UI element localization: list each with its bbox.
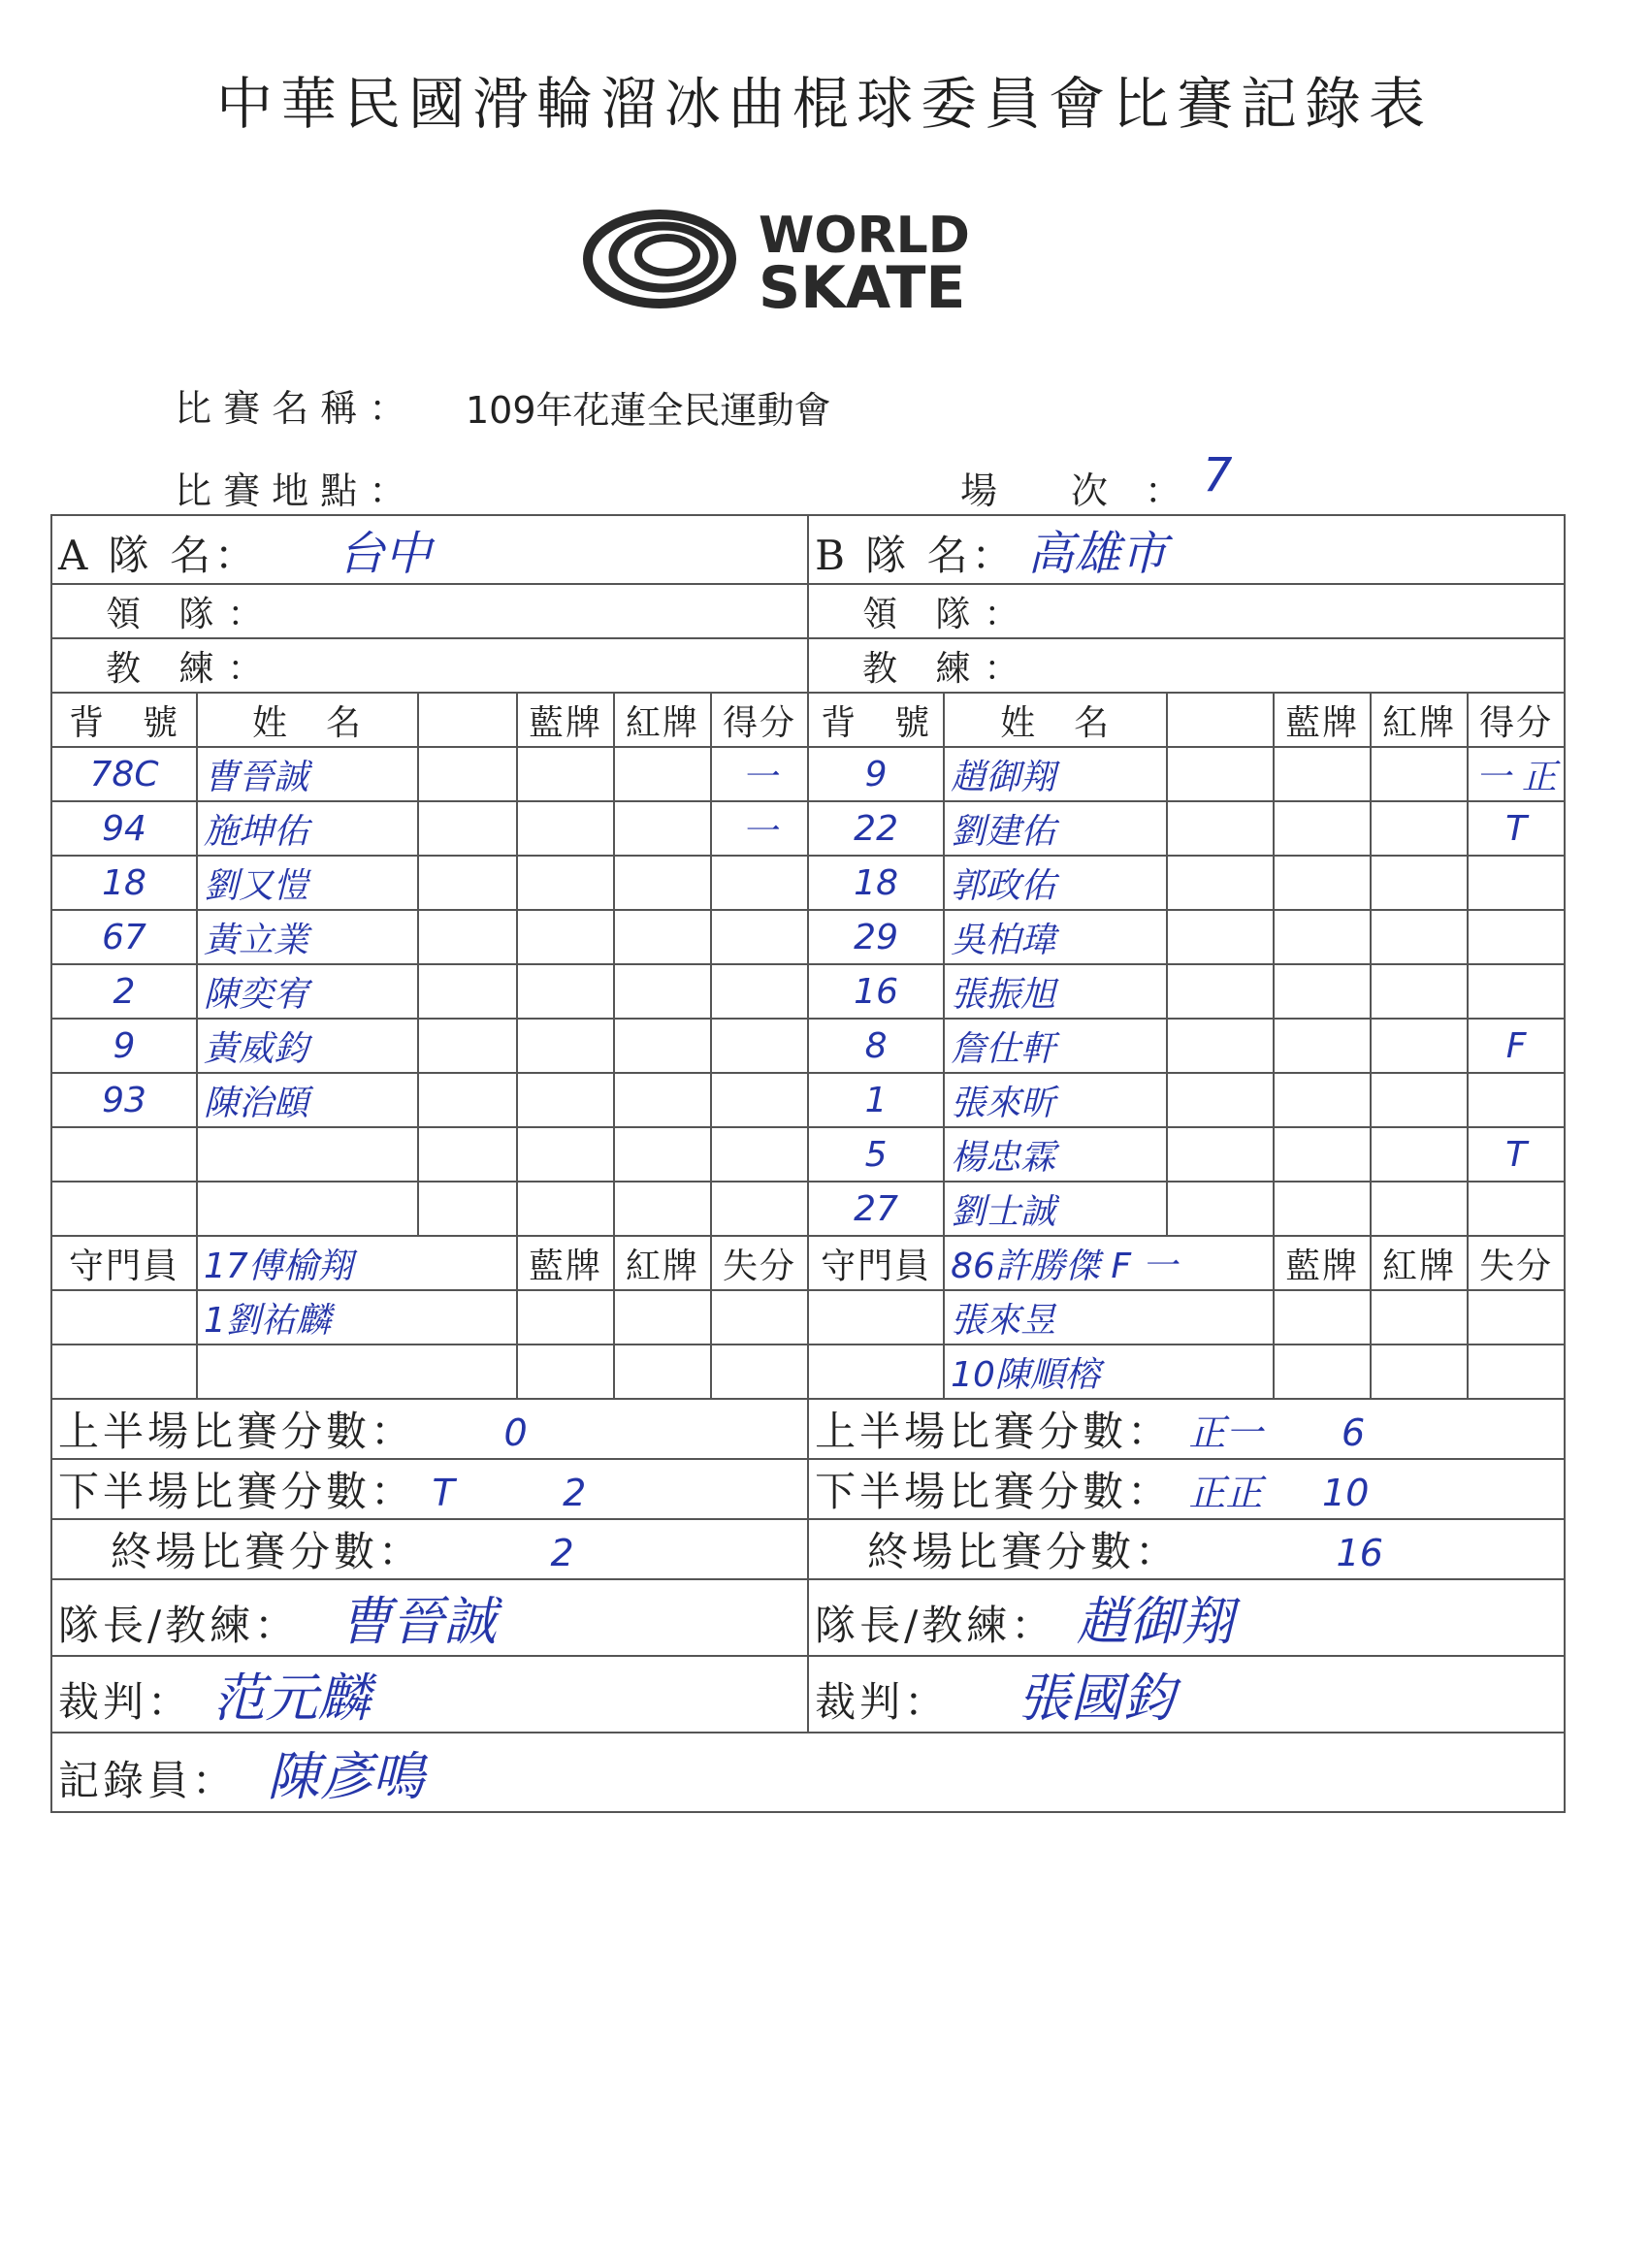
- player-a-number: 2: [51, 964, 197, 1019]
- player-a-score: 一: [711, 747, 808, 801]
- player-a-score: [711, 1182, 808, 1236]
- player-b-name: 劉士誠: [944, 1182, 1167, 1236]
- player-row: [51, 801, 1565, 856]
- team-a-first-half-cell: 上半場比賽分數： 0: [51, 1399, 808, 1459]
- player-b-score: [1468, 964, 1565, 1019]
- player-b-number: 8: [808, 1019, 944, 1073]
- a-referee-signature: 范元麟: [212, 1668, 371, 1729]
- a-first-score: 0: [503, 1411, 528, 1454]
- player-row: [51, 1073, 1565, 1127]
- player-a-score: [711, 910, 808, 964]
- player-b-score: 一 正: [1468, 747, 1565, 801]
- team-a-name-label: A 隊 名：: [58, 532, 260, 579]
- player-a-name: [197, 1127, 418, 1182]
- goalie-b-3: 10陳順榕: [944, 1345, 1274, 1399]
- round-value: 7: [1203, 448, 1233, 502]
- player-b-score: [1468, 1073, 1565, 1127]
- b-second-score: 10: [1322, 1472, 1370, 1514]
- player-b-score: [1468, 1182, 1565, 1236]
- player-header-row: 背 號 姓 名 藍牌 紅牌 得分 背 號 姓 名 藍牌 紅牌 得分: [51, 693, 1565, 747]
- player-b-score: F: [1468, 1019, 1565, 1073]
- logo-word-world: WORLD: [759, 207, 970, 265]
- goalie-a-2: 1劉祐麟: [197, 1290, 517, 1345]
- b-captain-signature: 趙御翔: [1076, 1591, 1234, 1652]
- goalie-b-1: 86許勝傑 F 一: [944, 1236, 1274, 1290]
- player-row: [51, 1127, 1565, 1182]
- team-a-second-half-cell: 下半場比賽分數： T 2: [51, 1459, 808, 1519]
- goalie-b-2: 張來昱: [944, 1290, 1274, 1345]
- player-a-number: [51, 1127, 197, 1182]
- player-a-score: [711, 1019, 808, 1073]
- a-final-score: 2: [550, 1532, 574, 1574]
- player-a-score: [711, 1127, 808, 1182]
- player-a-number: 94: [51, 801, 197, 856]
- b-final-score: 16: [1336, 1532, 1383, 1574]
- player-row: [51, 747, 1565, 801]
- player-row: [51, 1182, 1565, 1236]
- player-row: [51, 856, 1565, 910]
- recorder-signature: 陳彥鳴: [267, 1745, 425, 1807]
- player-a-score: [711, 964, 808, 1019]
- world-skate-logo: [582, 199, 1067, 315]
- player-b-score: [1468, 910, 1565, 964]
- player-a-name: 黃立業: [197, 910, 418, 964]
- match-name-value: 109年花蓮全民運動會: [466, 389, 831, 432]
- team-b-name-value: 高雄市: [1027, 527, 1168, 581]
- team-a-captain-cell: 隊長/教練： 曹晉誠: [51, 1579, 808, 1656]
- player-b-name: 趙御翔: [944, 747, 1167, 801]
- match-name-label: 比 賽 名 稱 ：: [175, 387, 406, 430]
- player-b-name: 郭政佑: [944, 856, 1167, 910]
- b-second-tally: 正正: [1188, 1472, 1263, 1514]
- player-a-number: 18: [51, 856, 197, 910]
- team-a-leader-cell: 領 隊：: [51, 584, 808, 638]
- venue-label: 比 賽 地 點 ：: [175, 470, 406, 512]
- player-b-name: 吳柏瑋: [944, 910, 1167, 964]
- player-row: [51, 1019, 1565, 1073]
- player-a-name: 曹晉誠: [197, 747, 418, 801]
- player-b-number: 16: [808, 964, 944, 1019]
- b-referee-signature: 張國鈞: [1018, 1668, 1176, 1729]
- team-a-name-cell: [51, 515, 808, 584]
- team-a-coach-cell: 教 練：: [51, 638, 808, 693]
- player-b-name: 張來昕: [944, 1073, 1167, 1127]
- player-row: [51, 910, 1565, 964]
- player-a-number: 9: [51, 1019, 197, 1073]
- team-b-coach-cell: 教 練：: [808, 638, 1565, 693]
- player-b-score: [1468, 856, 1565, 910]
- team-b-captain-cell: 隊長/教練： 趙御翔: [808, 1579, 1565, 1656]
- player-b-number: 9: [808, 747, 944, 801]
- team-a-name-value: 台中: [338, 527, 432, 581]
- a-second-tally: T: [432, 1472, 455, 1514]
- player-a-number: 67: [51, 910, 197, 964]
- form-title: 中華民國滑輪溜冰曲棍球委員會比賽記錄表: [215, 71, 1433, 137]
- recorder-cell: 記錄員： 陳彥鳴: [51, 1733, 1565, 1812]
- goalie-a-1: 17傅榆翔: [197, 1236, 517, 1290]
- player-a-name: 劉又愷: [197, 856, 418, 910]
- team-b-referee-cell: 裁判： 張國鈞: [808, 1656, 1565, 1733]
- player-b-number: 29: [808, 910, 944, 964]
- player-b-name: 詹仕軒: [944, 1019, 1167, 1073]
- goalie-header-row: 守門員 17傅榆翔 藍牌 紅牌 失分 守門員 86許勝傑 F 一 藍牌 紅牌 失分: [51, 1236, 1565, 1290]
- team-b-name-label: B 隊 名：: [815, 532, 1017, 579]
- round-label: 場 次 ：: [960, 470, 1182, 512]
- player-b-number: 5: [808, 1127, 944, 1182]
- player-b-score: T: [1468, 1127, 1565, 1182]
- score-sheet: [50, 514, 1566, 1813]
- player-b-number: 22: [808, 801, 944, 856]
- b-first-tally: 正一: [1188, 1411, 1263, 1454]
- goalie-a-3: [197, 1345, 517, 1399]
- player-row: [51, 964, 1565, 1019]
- player-a-name: 施坤佑: [197, 801, 418, 856]
- player-b-name: 劉建佑: [944, 801, 1167, 856]
- player-a-name: 陳奕宥: [197, 964, 418, 1019]
- team-b-leader-cell: 領 隊：: [808, 584, 1565, 638]
- player-b-number: 27: [808, 1182, 944, 1236]
- player-a-number: [51, 1182, 197, 1236]
- player-a-score: 一: [711, 801, 808, 856]
- team-b-first-half-cell: 上半場比賽分數： 正一 6: [808, 1399, 1565, 1459]
- team-a-referee-cell: 裁判： 范元麟: [51, 1656, 808, 1733]
- a-captain-signature: 曹晉誠: [339, 1591, 497, 1652]
- player-a-number: 78C: [51, 747, 197, 801]
- swirl-icon: [588, 214, 731, 304]
- a-second-score: 2: [563, 1472, 587, 1514]
- logo-word-skate: SKATE: [759, 254, 966, 315]
- player-a-score: [711, 856, 808, 910]
- team-b-final-cell: 終場比賽分數： 16: [808, 1519, 1565, 1579]
- player-b-number: 18: [808, 856, 944, 910]
- player-b-name: 張振旭: [944, 964, 1167, 1019]
- player-b-name: 楊忠霖: [944, 1127, 1167, 1182]
- team-a-final-cell: 終場比賽分數： 2: [51, 1519, 808, 1579]
- player-a-name: 陳治頤: [197, 1073, 418, 1127]
- team-b-second-half-cell: 下半場比賽分數： 正正 10: [808, 1459, 1565, 1519]
- player-a-number: 93: [51, 1073, 197, 1127]
- player-a-name: [197, 1182, 418, 1236]
- player-a-name: 黃威鈞: [197, 1019, 418, 1073]
- player-a-score: [711, 1073, 808, 1127]
- player-b-score: T: [1468, 801, 1565, 856]
- team-b-name-cell: [808, 515, 1565, 584]
- b-first-score: 6: [1342, 1411, 1366, 1454]
- player-b-number: 1: [808, 1073, 944, 1127]
